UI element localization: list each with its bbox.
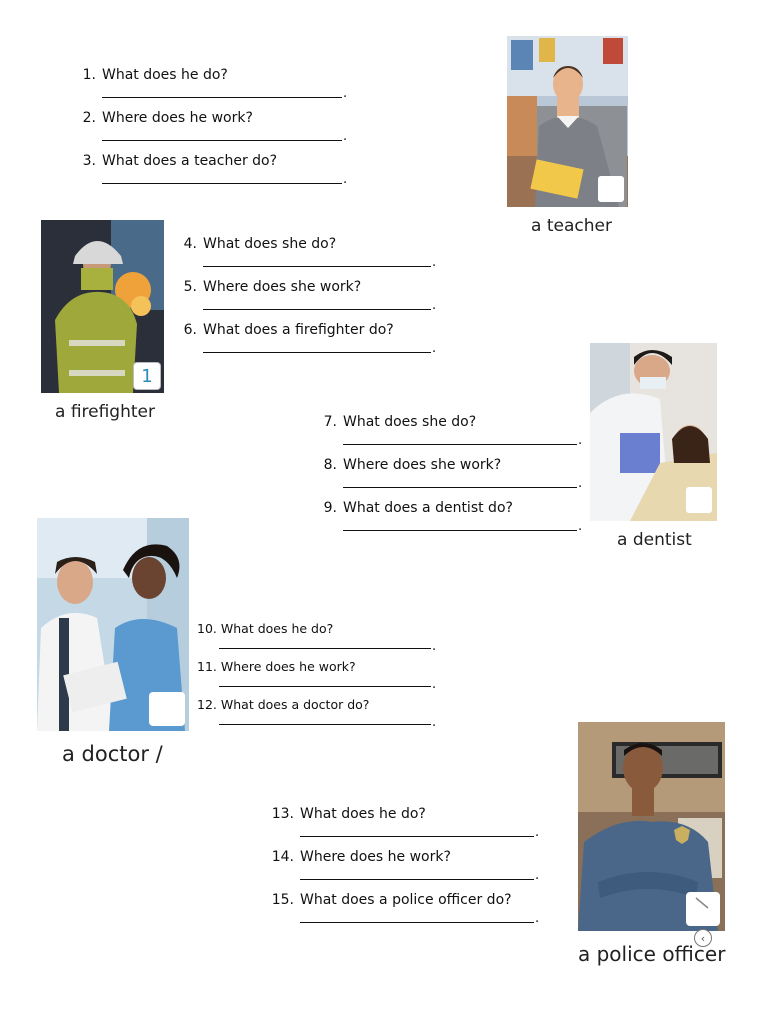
- answer-line-3[interactable]: .: [102, 170, 277, 195]
- firefighter-photo: [41, 220, 164, 393]
- dentist-illustration: [590, 343, 717, 521]
- question-8: 8. Where does she work?: [323, 457, 502, 473]
- answer-line-11[interactable]: .: [219, 675, 369, 697]
- police-officer-illustration: [578, 722, 725, 931]
- answer-line-10[interactable]: .: [219, 637, 369, 659]
- question-9: 9. What does a dentist do?: [323, 500, 513, 516]
- teacher-photo: [507, 36, 628, 207]
- question-2: 2. Where does he work?: [82, 110, 253, 126]
- answer-line-8[interactable]: .: [343, 474, 513, 499]
- question-13: 13. What does he do?: [271, 806, 426, 822]
- questions-police-officer: [268, 805, 540, 934]
- question-7: 7. What does she do?: [323, 414, 477, 430]
- answer-line-9[interactable]: .: [343, 517, 513, 542]
- question-5: 5. Where does she work?: [183, 279, 362, 295]
- teacher-illustration: [507, 36, 628, 207]
- questions-firefighter: [171, 235, 437, 364]
- question-6: 6. What does a firefighter do?: [183, 322, 394, 338]
- answer-line-15[interactable]: .: [300, 909, 512, 934]
- answer-line-2[interactable]: .: [102, 127, 277, 152]
- answer-line-4[interactable]: .: [203, 253, 394, 278]
- chevron-left-icon[interactable]: ‹: [694, 929, 712, 947]
- doctor-illustration: [37, 518, 189, 731]
- answer-line-7[interactable]: .: [343, 431, 513, 456]
- question-3: 3. What does a teacher do?: [82, 153, 278, 169]
- questions-dentist: [311, 413, 583, 542]
- caption-teacher: a teacher: [531, 216, 612, 236]
- question-12: 12. What does a doctor do?: [197, 697, 370, 712]
- questions-teacher: [70, 66, 348, 195]
- caption-firefighter: a firefighter: [55, 402, 155, 422]
- question-15: 15. What does a police officer do?: [271, 892, 512, 908]
- firefighter-number-badge: 1: [134, 363, 160, 389]
- question-14: 14. Where does he work?: [271, 849, 451, 865]
- caption-dentist: a dentist: [617, 530, 692, 550]
- question-10: 10. What does he do?: [197, 621, 334, 636]
- caption-doctor: a doctor /: [62, 742, 163, 766]
- answer-line-5[interactable]: .: [203, 296, 394, 321]
- question-11: 11. Where does he work?: [197, 659, 356, 674]
- question-1: 1. What does he do?: [82, 67, 228, 83]
- questions-doctor: [197, 621, 437, 735]
- police-officer-photo: [578, 722, 725, 945]
- answer-line-6[interactable]: .: [203, 339, 394, 364]
- answer-line-1[interactable]: .: [102, 84, 277, 109]
- caption-police-officer: a police officer: [578, 942, 726, 966]
- answer-line-13[interactable]: .: [300, 823, 512, 848]
- dentist-photo: [590, 343, 717, 521]
- doctor-photo: [37, 518, 189, 731]
- question-4: 4. What does she do?: [183, 236, 337, 252]
- answer-line-12[interactable]: .: [219, 713, 369, 735]
- answer-line-14[interactable]: .: [300, 866, 512, 891]
